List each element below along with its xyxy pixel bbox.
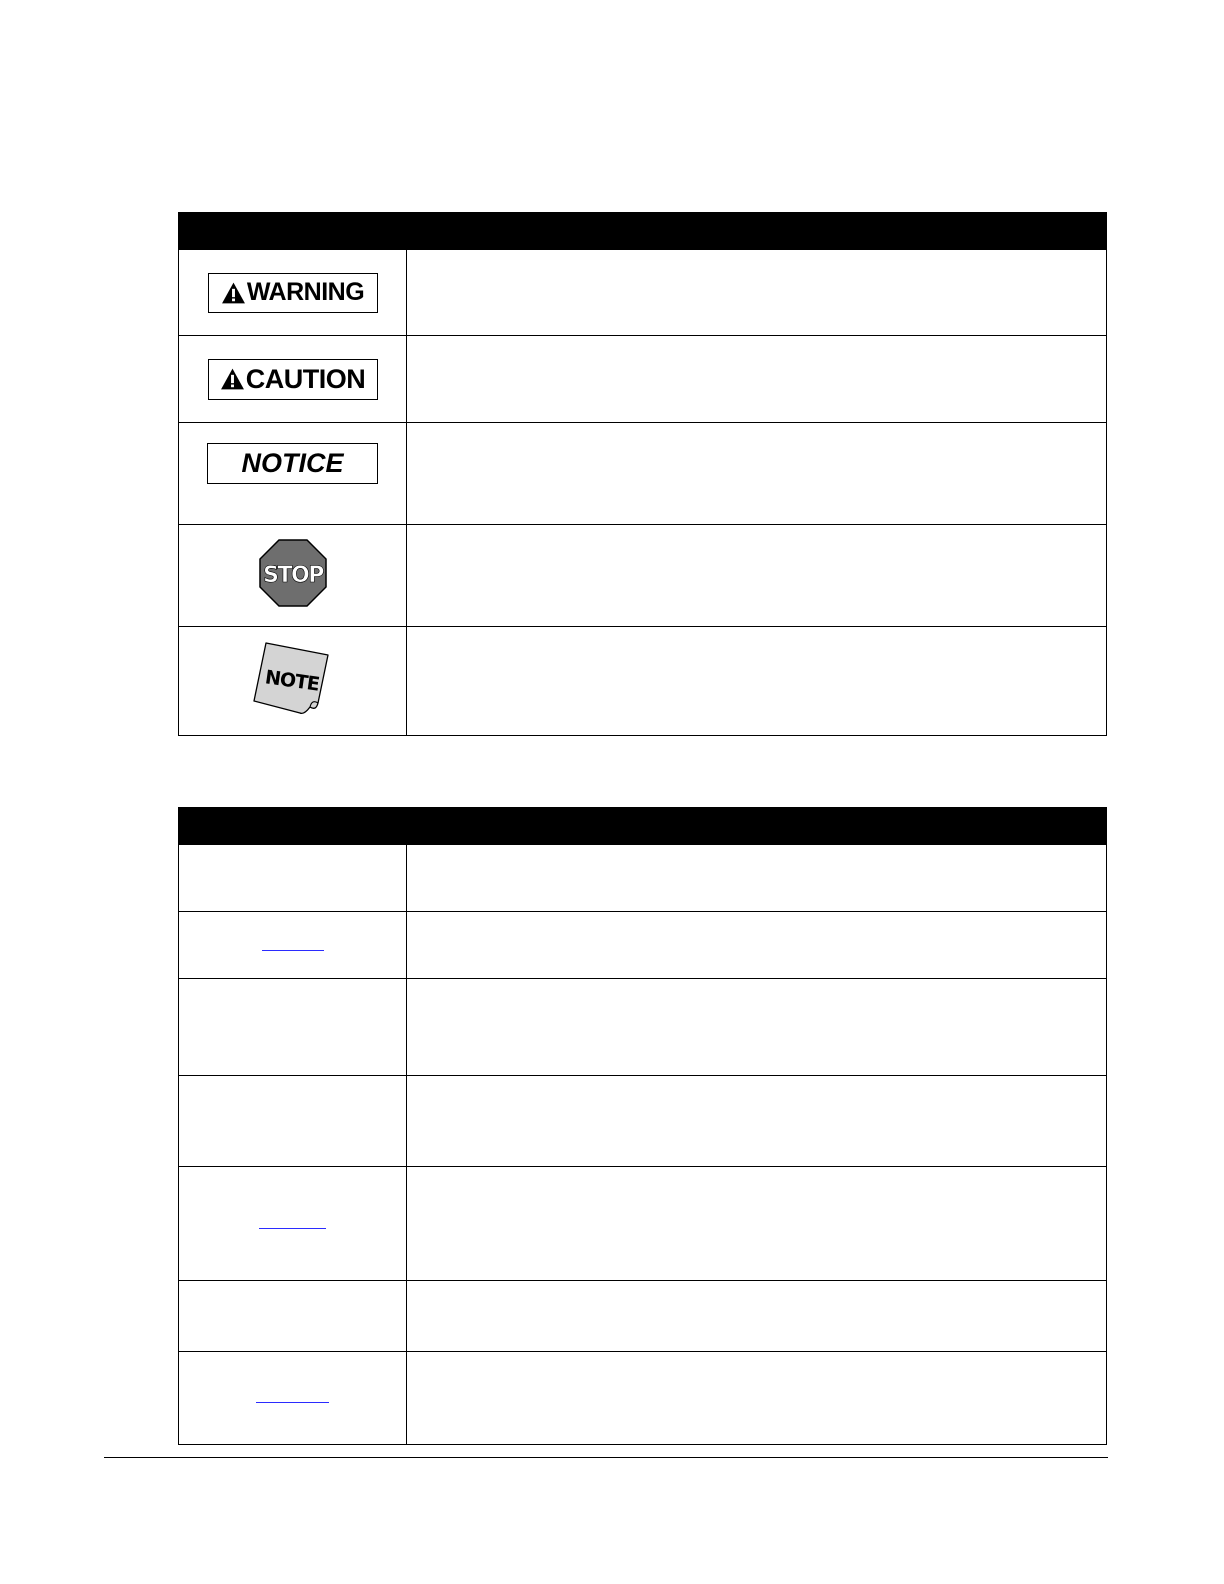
convention-cell — [179, 1076, 407, 1167]
description-cell — [407, 1352, 1107, 1445]
symbol-cell — [179, 423, 407, 525]
note-paper-icon — [252, 641, 334, 717]
table-row — [179, 845, 1107, 912]
table-header-row — [179, 212, 1107, 250]
caution-triangle-icon — [220, 367, 245, 391]
description-cell — [407, 912, 1107, 979]
table-header-row — [179, 807, 1107, 845]
hyperlink[interactable] — [259, 1227, 326, 1229]
caution-text: CAUTION — [245, 363, 366, 394]
footer-divider — [104, 1457, 1108, 1458]
description-cell — [407, 627, 1107, 736]
safety-symbols-table — [178, 212, 1107, 736]
table-row — [179, 336, 1107, 423]
convention-cell — [179, 1281, 407, 1352]
hyperlink[interactable] — [256, 1401, 329, 1403]
description-cell — [407, 1076, 1107, 1167]
table-row — [179, 1167, 1107, 1281]
table-row — [179, 912, 1107, 979]
description-cell — [407, 979, 1107, 1076]
header-cell-description — [407, 807, 1107, 845]
convention-cell — [179, 845, 407, 912]
table-row — [179, 1281, 1107, 1352]
convention-cell — [179, 979, 407, 1076]
table-row — [179, 250, 1107, 336]
description-cell — [407, 1281, 1107, 1352]
symbol-cell — [179, 336, 407, 423]
convention-cell — [179, 1352, 407, 1445]
table-row — [179, 423, 1107, 525]
symbol-cell — [179, 627, 407, 736]
description-cell — [407, 1167, 1107, 1281]
warning-label — [208, 273, 378, 313]
description-cell — [407, 250, 1107, 336]
warning-triangle-icon — [221, 281, 246, 305]
stop-sign-icon — [259, 539, 327, 607]
table-row — [179, 525, 1107, 627]
header-cell-symbol — [179, 212, 407, 250]
conventions-table — [178, 807, 1107, 1445]
notice-text: NOTICE — [241, 448, 344, 478]
caution-label — [208, 359, 378, 400]
table-row — [179, 627, 1107, 736]
description-cell — [407, 336, 1107, 423]
description-cell — [407, 845, 1107, 912]
description-cell — [407, 423, 1107, 525]
convention-cell — [179, 1167, 407, 1281]
table-row — [179, 979, 1107, 1076]
warning-text: WARNING — [246, 278, 365, 306]
description-cell — [407, 525, 1107, 627]
header-cell-description — [407, 212, 1107, 250]
symbol-cell — [179, 525, 407, 627]
convention-cell — [179, 912, 407, 979]
symbol-cell — [179, 250, 407, 336]
note-text: NOTE — [263, 665, 320, 696]
table-row — [179, 1352, 1107, 1445]
notice-label — [207, 443, 378, 484]
table-row — [179, 1076, 1107, 1167]
stop-text: STOP — [262, 563, 323, 588]
header-cell-convention — [179, 807, 407, 845]
hyperlink[interactable] — [262, 949, 324, 951]
